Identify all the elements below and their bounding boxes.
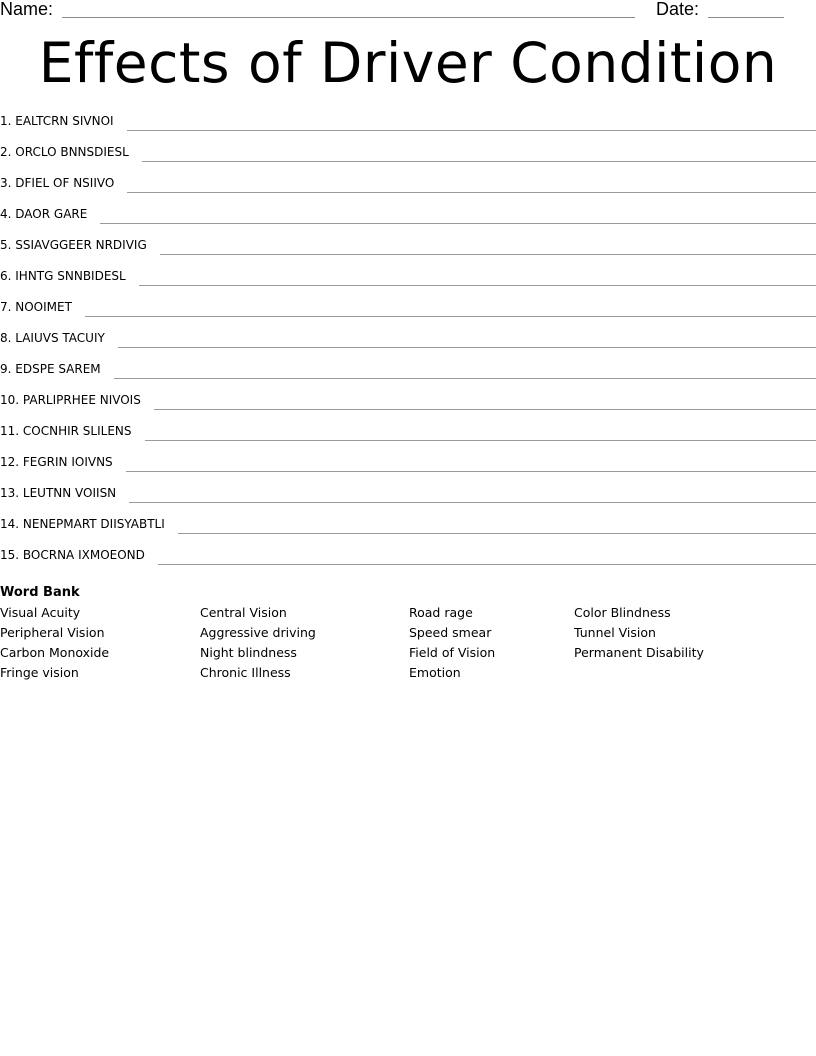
word-bank-column bbox=[409, 604, 495, 684]
question-row bbox=[0, 107, 816, 131]
word-bank-title: Word Bank bbox=[0, 585, 80, 600]
answer-line[interactable] bbox=[118, 347, 816, 348]
question-row bbox=[0, 200, 816, 224]
scrambled-word: 13. LEUTNN VOIISN bbox=[0, 486, 117, 500]
scrambled-word: 1. EALTCRN SIVNOI bbox=[0, 114, 114, 128]
word-bank-item: Fringe vision bbox=[0, 665, 79, 680]
question-row bbox=[0, 417, 816, 441]
word-bank-item: Permanent Disability bbox=[574, 645, 704, 660]
word-bank-item: Carbon Monoxide bbox=[0, 645, 110, 660]
question-row bbox=[0, 293, 816, 317]
scrambled-word: 10. PARLIPRHEE NIVOIS bbox=[0, 393, 141, 407]
answer-line[interactable] bbox=[139, 285, 816, 286]
answer-line[interactable] bbox=[127, 130, 816, 131]
word-bank-item: Field of Vision bbox=[409, 645, 496, 660]
word-bank-item: Visual Acuity bbox=[0, 605, 81, 620]
header-row bbox=[0, 0, 816, 22]
date-label: Date: bbox=[656, 0, 700, 19]
question-row bbox=[0, 138, 816, 162]
word-bank-item: Emotion bbox=[409, 665, 461, 680]
scrambled-word: 2. ORCLO BNNSDIESL bbox=[0, 145, 129, 159]
word-bank-item: Night blindness bbox=[200, 645, 297, 660]
word-bank-item: Peripheral Vision bbox=[0, 625, 105, 640]
date-line[interactable] bbox=[708, 17, 784, 18]
question-row bbox=[0, 479, 816, 503]
question-row bbox=[0, 324, 816, 348]
question-row bbox=[0, 262, 816, 286]
answer-line[interactable] bbox=[127, 192, 816, 193]
question-row bbox=[0, 355, 816, 379]
scrambled-word: 6. IHNTG SNNBIDESL bbox=[0, 269, 126, 283]
word-bank-item: Road rage bbox=[409, 605, 473, 620]
question-row bbox=[0, 541, 816, 565]
answer-line[interactable] bbox=[145, 440, 816, 441]
word-bank-column bbox=[574, 604, 704, 664]
answer-line[interactable] bbox=[178, 533, 816, 534]
scrambled-word: 9. EDSPE SAREM bbox=[0, 362, 101, 376]
scrambled-word: 12. FEGRIN IOIVNS bbox=[0, 455, 113, 469]
word-bank-column bbox=[0, 604, 109, 684]
answer-line[interactable] bbox=[126, 471, 816, 472]
question-row bbox=[0, 169, 816, 193]
scrambled-word: 4. DAOR GARE bbox=[0, 207, 88, 221]
question-row bbox=[0, 510, 816, 534]
scrambled-word: 11. COCNHIR SLILENS bbox=[0, 424, 132, 438]
word-bank-item: Color Blindness bbox=[574, 605, 671, 620]
scrambled-word: 5. SSIAVGGEER NRDIVIG bbox=[0, 238, 147, 252]
question-row bbox=[0, 386, 816, 410]
question-row bbox=[0, 231, 816, 255]
word-bank-item: Speed smear bbox=[409, 625, 492, 640]
word-bank-item: Chronic Illness bbox=[200, 665, 291, 680]
scrambled-word: 8. LAIUVS TACUIY bbox=[0, 331, 105, 345]
answer-line[interactable] bbox=[160, 254, 816, 255]
page-title: Effects of Driver Condition bbox=[38, 31, 778, 95]
answer-line[interactable] bbox=[142, 161, 816, 162]
scrambled-word: 14. NENEPMART DIISYABTLI bbox=[0, 517, 165, 531]
name-line[interactable] bbox=[62, 17, 635, 18]
word-bank-item: Aggressive driving bbox=[200, 625, 316, 640]
answer-line[interactable] bbox=[85, 316, 816, 317]
answer-line[interactable] bbox=[100, 223, 816, 224]
name-label: Name: bbox=[0, 0, 54, 19]
scrambled-word: 3. DFIEL OF NSIIVO bbox=[0, 176, 115, 190]
scrambled-word: 7. NOOIMET bbox=[0, 300, 72, 314]
answer-line[interactable] bbox=[114, 378, 816, 379]
word-bank-item: Central Vision bbox=[200, 605, 287, 620]
answer-line[interactable] bbox=[158, 564, 816, 565]
answer-line[interactable] bbox=[129, 502, 816, 503]
scrambled-word: 15. BOCRNA IXMOEOND bbox=[0, 548, 145, 562]
word-bank-item: Tunnel Vision bbox=[574, 625, 656, 640]
answer-line[interactable] bbox=[154, 409, 816, 410]
word-bank-column bbox=[200, 604, 316, 684]
question-row bbox=[0, 448, 816, 472]
